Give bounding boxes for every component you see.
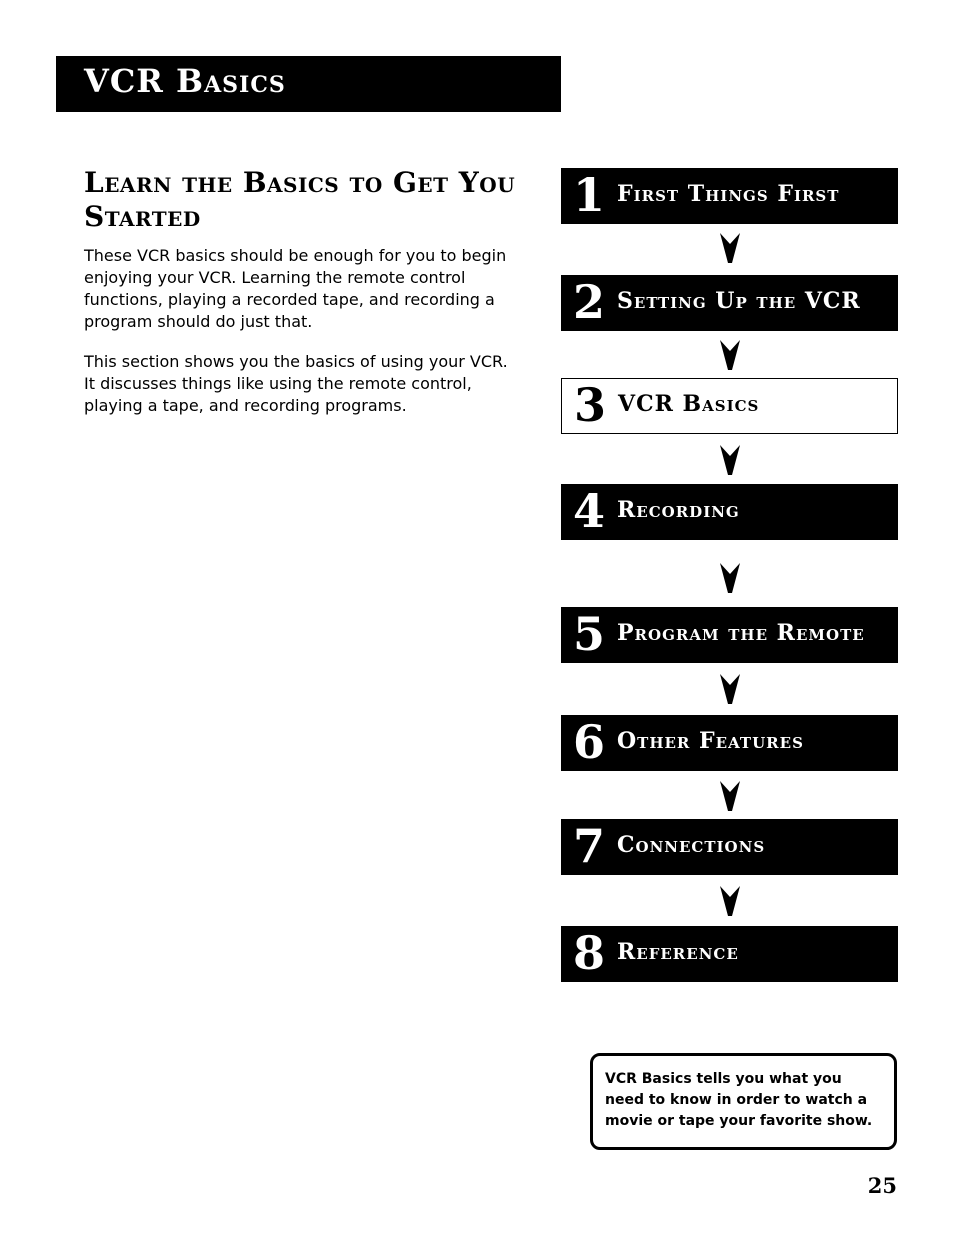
- down-arrow-icon: [718, 338, 742, 372]
- step-number: 4: [572, 484, 605, 538]
- step-label: Setting Up the VCR: [617, 288, 861, 314]
- down-arrow-icon: [718, 443, 742, 477]
- step-first-things-first: [561, 168, 898, 224]
- step-program-the-remote: [561, 607, 898, 663]
- step-label: Other Features: [617, 728, 804, 754]
- section-heading: Learn the Basics to Get You Started: [84, 166, 516, 233]
- intro-paragraph: These VCR basics should be enough for you to begin enjoying your VCR. Learning the remote control functions, playing a recorded tape, and recording a program should do just that.: [84, 246, 507, 331]
- step-number: 8: [572, 926, 605, 980]
- step-label: First Things First: [617, 181, 840, 207]
- step-number: 7: [572, 819, 605, 873]
- step-setting-up-the-vcr: [561, 275, 898, 331]
- step-number: 1: [572, 168, 605, 222]
- step-label: Program the Remote: [617, 620, 865, 646]
- step-label: Reference: [617, 939, 739, 965]
- chapter-title: VCR Basics: [84, 62, 286, 100]
- step-number: 2: [572, 275, 605, 329]
- step-number: 3: [573, 378, 606, 432]
- step-other-features: [561, 715, 898, 771]
- down-arrow-icon: [718, 561, 742, 595]
- chapter-header: [56, 56, 561, 112]
- step-label: VCR Basics: [618, 391, 760, 417]
- page-number: 25: [867, 1173, 897, 1198]
- down-arrow-icon: [718, 884, 742, 918]
- section-note: VCR Basics tells you what you need to know in order to watch a movie or tape your favorite show.: [590, 1053, 897, 1150]
- step-connections: [561, 819, 898, 875]
- section-paragraph: This section shows you the basics of using your VCR. It discusses things like using the remote control, playing a tape, and recording programs.: [84, 352, 508, 415]
- step-label: Connections: [617, 832, 766, 858]
- step-vcr-basics-current: [561, 378, 898, 434]
- step-number: 6: [572, 715, 605, 769]
- step-number: 5: [572, 607, 605, 661]
- down-arrow-icon: [718, 672, 742, 706]
- step-recording: [561, 484, 898, 540]
- step-reference: [561, 926, 898, 982]
- step-label: Recording: [617, 497, 740, 523]
- down-arrow-icon: [718, 779, 742, 813]
- down-arrow-icon: [718, 231, 742, 265]
